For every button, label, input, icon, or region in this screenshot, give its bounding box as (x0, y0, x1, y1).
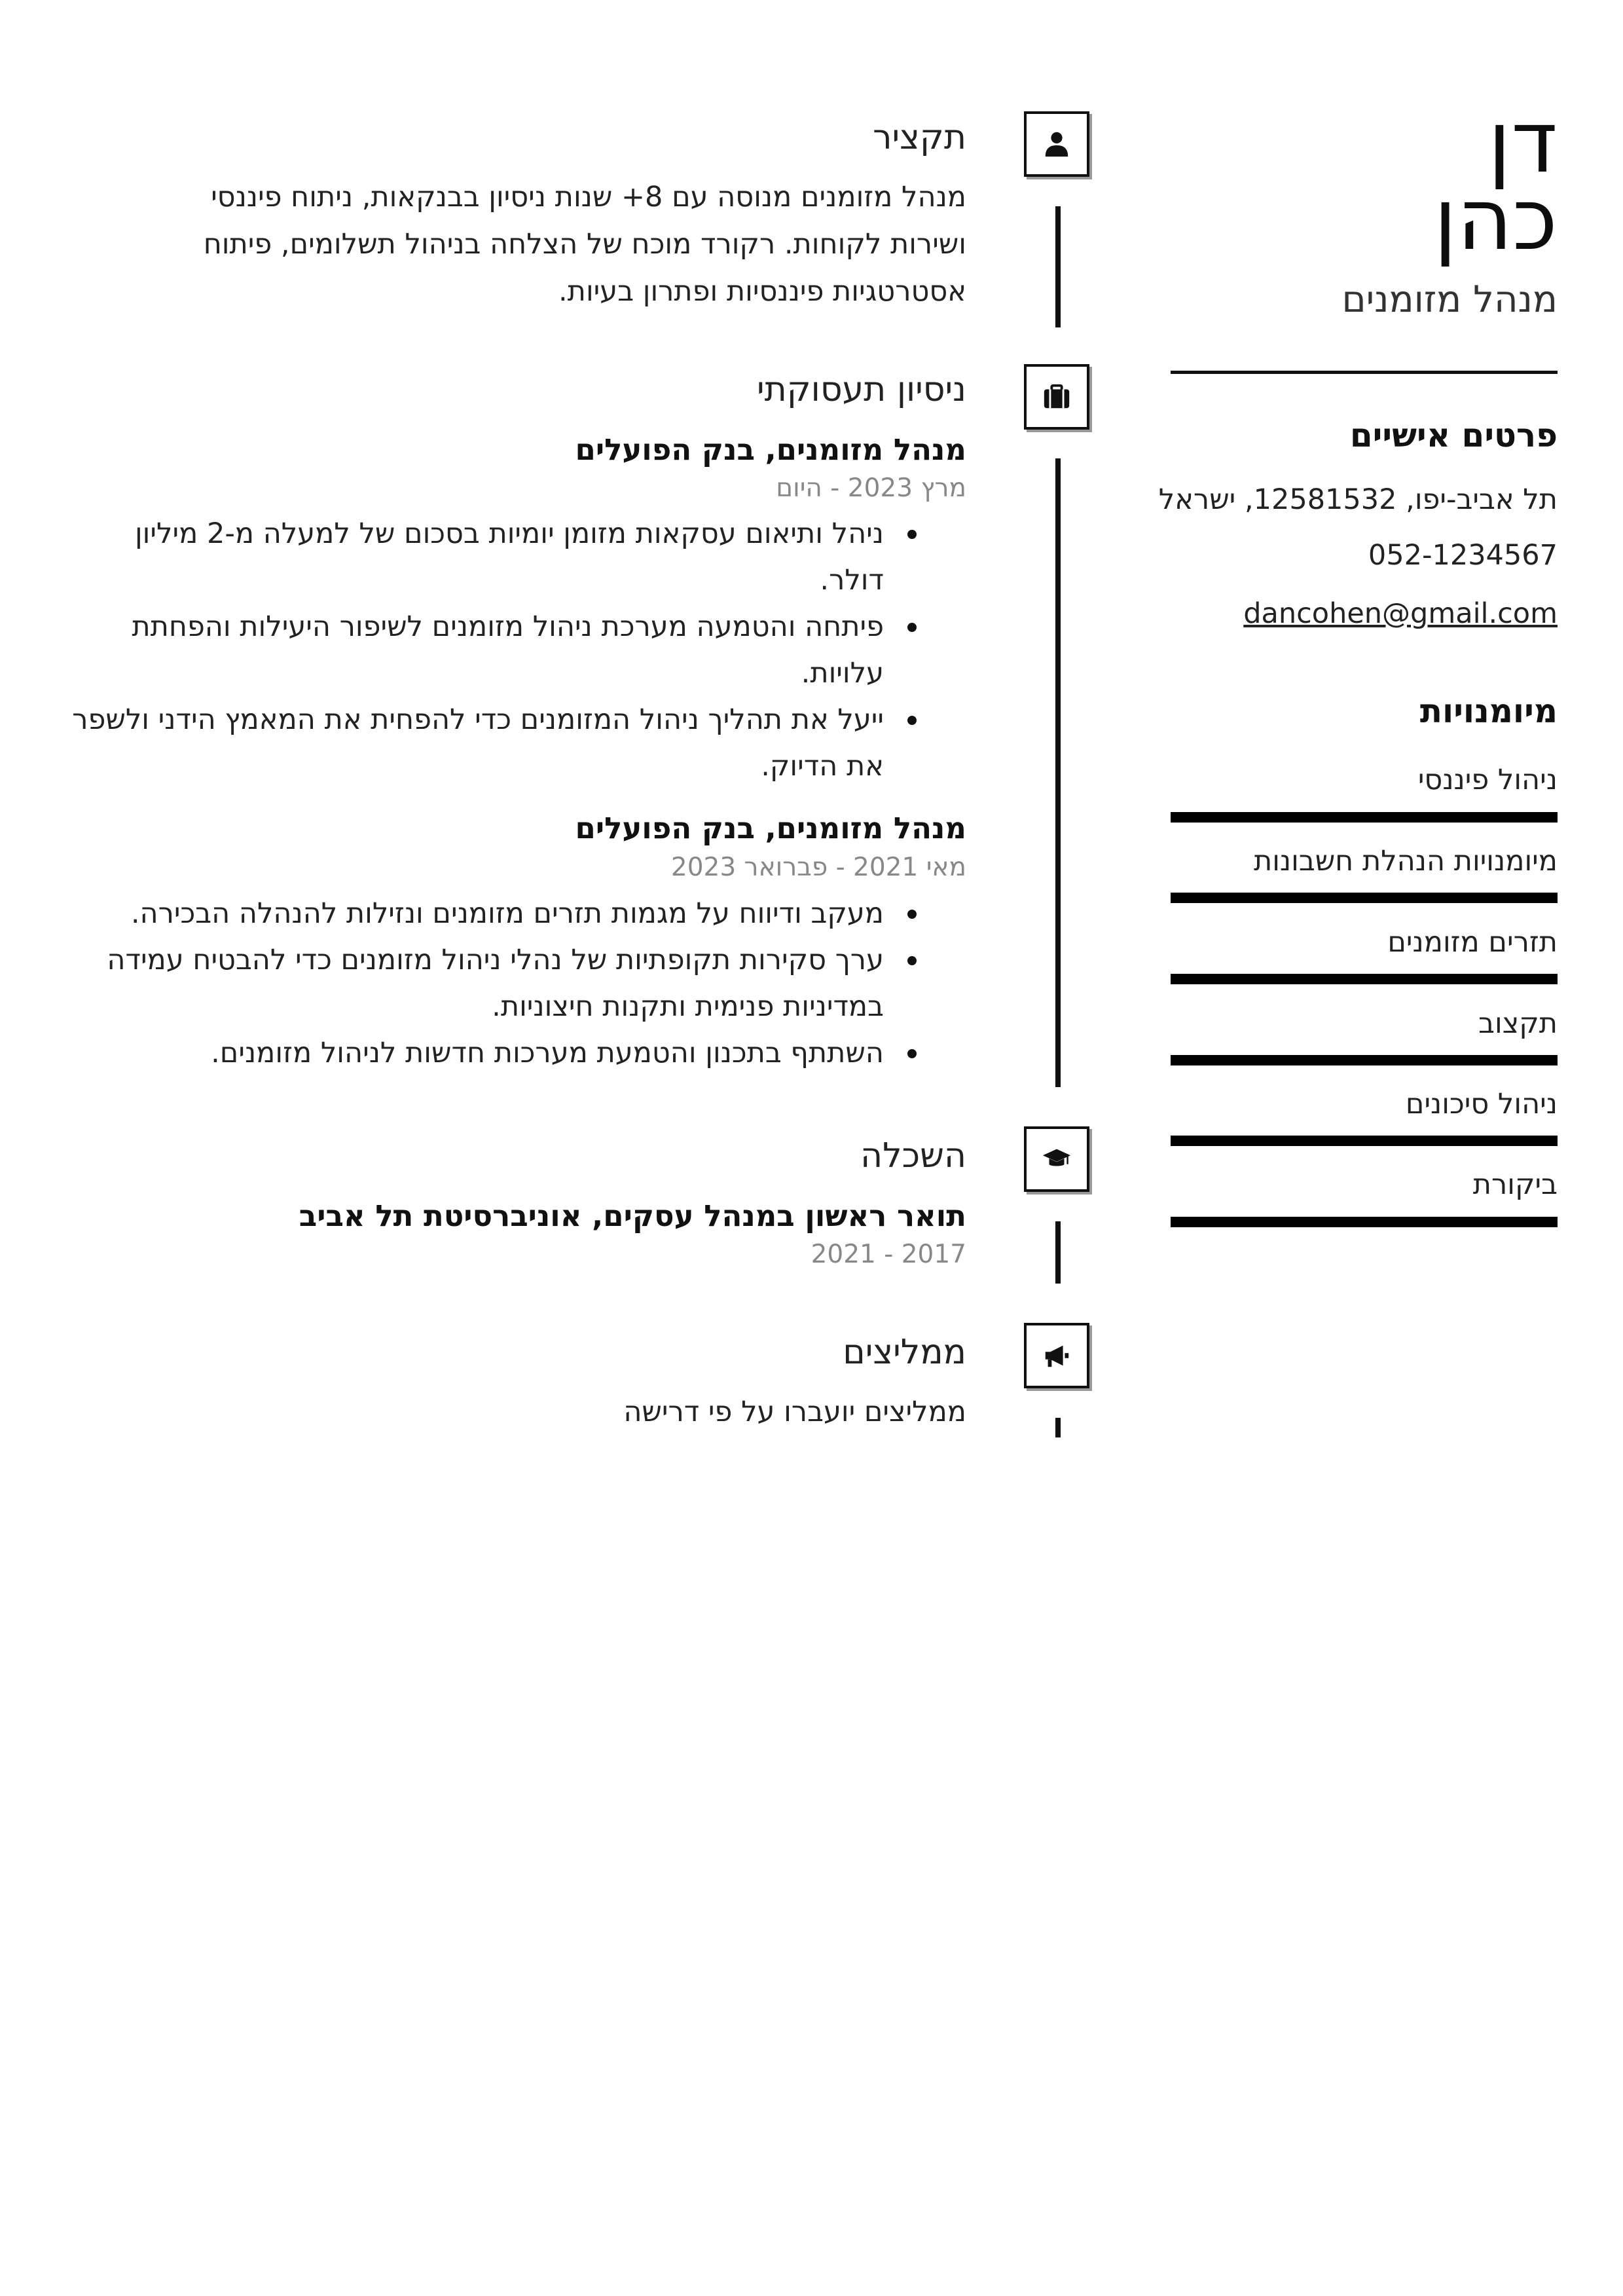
list-item: ניהל ותיאום עסקאות מזומן יומיות בסכום של למעלה מ-2 מיליון דולר. (69, 511, 966, 604)
job-bullets (69, 891, 966, 1077)
summary-title: תקציר (873, 118, 966, 157)
list-item: ייעל את תהליך ניהול המזומנים כדי להפחית את המאמץ הידני ולשפר את הדיוק. (69, 697, 966, 790)
summary-icon-box (1024, 111, 1089, 177)
phone: 052-1234567 (1368, 539, 1558, 572)
references-title: ממליצים (843, 1333, 966, 1372)
skill-name: תקצוב (1478, 1007, 1558, 1040)
last-name: כהן (1433, 170, 1558, 269)
list-item: ערך סקירות תקופתיות של נהלי ניהול מזומנים כדי להבטיח עמידה במדיניות פנימית ותקנות חיצוניות. (69, 937, 966, 1030)
timeline-line (1055, 1221, 1061, 1284)
graduation-cap-icon (1042, 1144, 1072, 1174)
skill-name: מיומנויות הנהלת חשבונות (1253, 845, 1558, 878)
sidebar-divider (1171, 371, 1558, 374)
email-link[interactable]: dancohen@gmail.com (1243, 597, 1558, 630)
skill-level-bar (1171, 812, 1558, 823)
user-icon (1042, 129, 1072, 159)
timeline-line (1055, 1418, 1061, 1437)
experience-icon-box (1024, 364, 1089, 430)
skill-name: ניהול פיננסי (1417, 764, 1558, 796)
job-heading: מנהל מזומנים, בנק הפועלים (575, 432, 966, 467)
timeline-line (1055, 458, 1061, 1087)
education-degree: תואר ראשון במנהל עסקים, אוניברסיטת תל אביב (299, 1198, 966, 1233)
skills-heading: מיומנויות (1419, 692, 1558, 730)
references-icon-box (1024, 1323, 1089, 1388)
skill-level-bar (1171, 974, 1558, 984)
skill-level-bar (1171, 1055, 1558, 1065)
timeline-line (1055, 206, 1061, 327)
skill-name: ניהול סיכונים (1405, 1088, 1558, 1120)
job-bullets (69, 511, 966, 790)
skill-level-bar (1171, 893, 1558, 903)
skill-name: תזרים מזומנים (1387, 926, 1558, 959)
list-item: השתתף בתכנון והטמעת מערכות חדשות לניהול מזומנים. (69, 1030, 966, 1077)
education-title: השכלה (860, 1136, 966, 1176)
job-title: מנהל מזומנים (1341, 278, 1558, 321)
education-dates: 2017 - 2021 (811, 1240, 966, 1269)
education-icon-box (1024, 1126, 1089, 1192)
references-text: ממליצים יועברו על פי דרישה (623, 1396, 966, 1428)
summary-text: מנהל מזומנים מנוסה עם 8+ שנות ניסיון בבנקאות, ניתוח פיננסי ושירות לקוחות. רקורד מוכח של הצלחה בניהול תשלומים, פיתוח אסטרטגיות פיננסיות ופתרון בעיות. (203, 181, 966, 308)
address: תל אביב-יפו, 12581532, ישראל (1158, 483, 1558, 516)
skill-name: ביקורת (1472, 1168, 1558, 1201)
first-name: דן (1487, 92, 1558, 192)
personal-details-heading: פרטים אישיים (1349, 417, 1558, 454)
megaphone-icon (1042, 1341, 1072, 1371)
skill-level-bar (1171, 1136, 1558, 1146)
briefcase-icon (1042, 382, 1072, 412)
list-item: מעקב ודיווח על מגמות תזרים מזומנים ונזילות להנהלה הבכירה. (69, 891, 966, 937)
job-dates: מרץ 2023 - היום (776, 473, 966, 503)
experience-title: ניסיון תעסוקתי (756, 370, 966, 409)
skill-level-bar (1171, 1217, 1558, 1227)
job-heading: מנהל מזומנים, בנק הפועלים (575, 811, 966, 845)
list-item: פיתחה והטמעה מערכת ניהול מזומנים לשיפור היעילות והפחתת עלויות. (69, 604, 966, 697)
job-dates: מאי 2021 - פברואר 2023 (670, 853, 966, 882)
